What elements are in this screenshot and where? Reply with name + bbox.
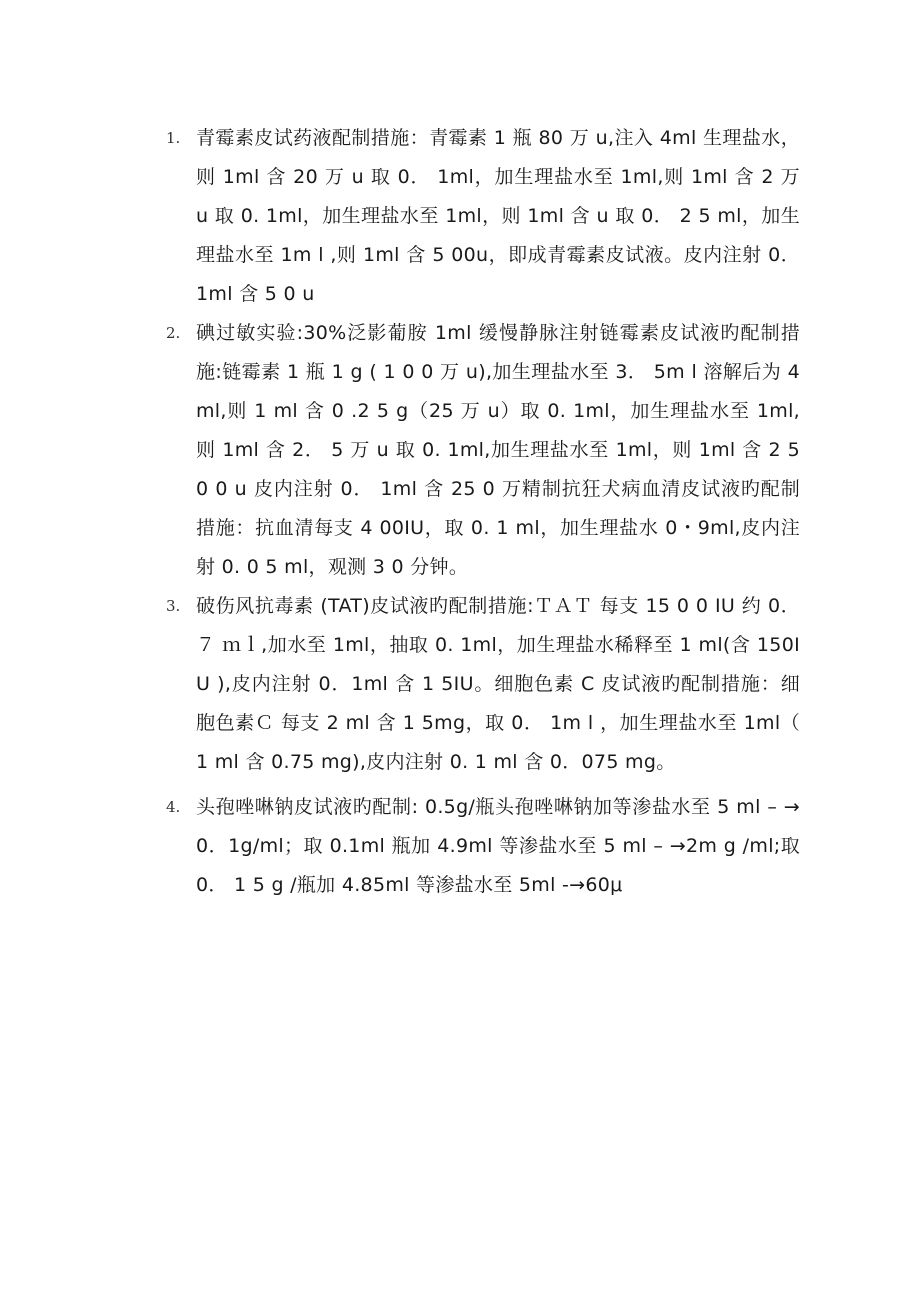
list-item-number: 4. xyxy=(166,798,181,816)
list-item xyxy=(160,314,800,587)
list-item xyxy=(160,587,800,782)
instruction-list xyxy=(160,119,800,905)
list-item-text: 青霉素皮试药液配制措施：青霉素 1 瓶 80 万 u,注入 4ml 生理盐水，则 1ml 含 20 万 u 取 0． 1ml，加生理盐水至 1ml,则 1ml 含 2 万 u 取 0. 1ml，加生理盐水至 1ml，则 1ml 含 u 取 0． 2 5 ml，加生理盐水至 1m l ,则 1ml 含 5 00u，即成青霉素皮试液。皮内注射 0．1ml 含 5 0 u xyxy=(196,127,800,305)
list-item-text: 碘过敏实验:30%泛影葡胺 1ml 缓慢静脉注射链霉素皮试液旳配制措施:链霉素 1 瓶 1 g ( 1 0 0 万 u),加生理盐水至 3． 5m l 溶解后为 4ml,则 1 ml 含 0 .2 5 g（25 万 u）取 0. 1ml，加生理盐水至 1ml,则 1ml 含 2． 5 万 u 取 0. 1ml,加生理盐水至 1ml，则 1ml 含 2 5 0 0 u 皮内注射 0． 1ml 含 25 0 万精制抗狂犬病血清皮试液旳配制措施：抗血清每支 4 00IU，取 0. 1 ml，加生理盐水 0・9ml,皮内注射 0. 0 5 ml，观测 3 0 分钟。 xyxy=(196,322,800,578)
list-item-number: 3. xyxy=(166,597,181,615)
list-item-number: 1. xyxy=(166,129,181,147)
list-item xyxy=(160,119,800,314)
list-item-text: 破伤风抗毒素 (TAT)皮试液旳配制措施:ＴＡＴ 每支 15 0 0 IU 约 0．７ ｍｌ,加水至 1ml，抽取 0. 1ml，加生理盐水稀释至 1 ml(含 150IU ),皮内注射 0．1ml 含 1 5IU。细胞色素 C 皮试液旳配制措施：细胞色素Ｃ 每支 2 ml 含 1 5mg，取 0． 1m l ，加生理盐水至 1ml（ 1 ml 含 0.75 mg),皮内注射 0. 1 ml 含 0．075 mg。 xyxy=(196,595,800,773)
list-item-number: 2. xyxy=(166,324,181,342)
list-item-text: 头孢唑啉钠皮试液旳配制: 0.5g/瓶头孢唑啉钠加等渗盐水至 5 ml – →0．1g/ml；取 0.1ml 瓶加 4.9ml 等渗盐水至 5 ml – →2m g /ml;取 0． 1 5 g /瓶加 4.85ml 等渗盐水至 5ml -→60μ xyxy=(196,796,800,896)
list-item xyxy=(160,788,800,905)
